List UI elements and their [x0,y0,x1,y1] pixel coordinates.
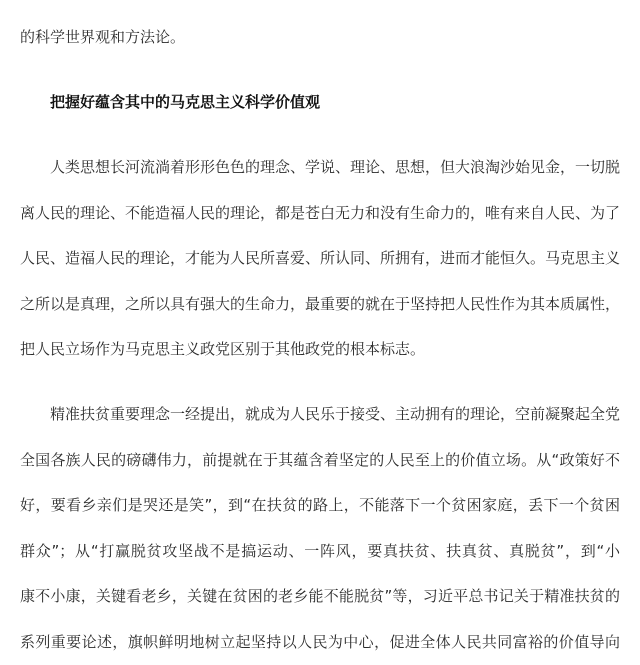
paragraph-line: 系列重要论述，旗帜鲜明地树立起坚持以人民为中心，促进全体人民共同富裕的价值导向 [20,632,620,651]
paragraph [20,145,620,373]
paragraph-line: 精准扶贫重要理念一经提出，就成为人民乐于接受、主动拥有的理论，空前凝聚起全党 [50,405,621,423]
paragraph-line: 康不小康，关键看老乡，关键在贫困的老乡能不能脱贫”等，习近平总书记关于精准扶贫的 [20,587,620,605]
paragraph-line: 好，要看乡亲们是哭还是笑”，到“在扶贫的路上，不能落下一个贫困家庭，丢下一个贫困 [20,496,620,514]
paragraph-line: 人民、造福人民的理论，才能为人民所喜爱、所认同、所拥有，进而才能恒久。马克思主义 [20,249,621,267]
section-heading: 把握好蕴含其中的马克思主义科学价值观 [50,93,321,111]
paragraph-line: 全国各族人民的磅礴伟力，前提就在于其蕴含着坚定的人民至上的价值立场。从“政策好不 [20,450,620,469]
paragraph-line: 人类思想长河流淌着形形色色的理念、学说、理论、思想，但大浪淘沙始见金，一切脱 [50,158,621,176]
paragraph-line: 的科学世界观和方法论。 [20,28,186,46]
paragraph-line: 离人民的理论、不能造福人民的理论，都是苍白无力和没有生命力的，唯有来自人民、为了 [20,203,621,222]
section-heading-block [20,80,620,126]
paragraph-line: 群众”；从“打赢脱贫攻坚战不是搞运动、一阵风，要真扶贫、扶真贫、真脱贫”，到“小 [20,541,620,560]
intro-fragment [20,15,620,61]
paragraph-line: 把人民立场作为马克思主义政党区别于其他政党的根本标志。 [20,340,426,358]
paragraph-line: 之所以是真理，之所以具有强大的生命力，最重要的就在于坚持把人民性作为其本质属性， [20,294,621,313]
paragraph [20,392,621,651]
